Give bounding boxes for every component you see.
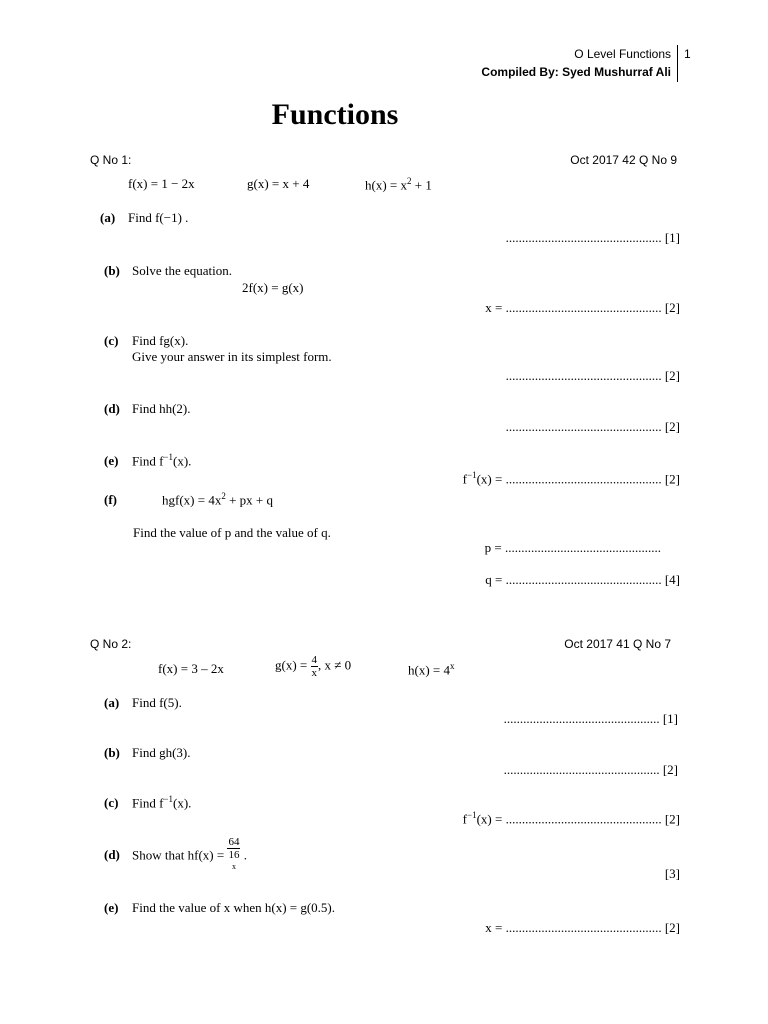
q2-part-d: (d) Show that hf(x) = 64 16 $^x$ . bbox=[104, 836, 247, 877]
header-doc-title: O Level Functions bbox=[574, 47, 671, 61]
q1-answer-c: ................................................ [2] bbox=[505, 368, 680, 383]
q1-part-b: (b) Solve the equation. bbox=[104, 263, 233, 278]
q2-function-f: f(x) = 3 – 2x bbox=[158, 661, 224, 676]
q1-part-e: (e) Find $f^{-1}(x)$. bbox=[104, 452, 192, 469]
q2-part-b: (b) Find gh(3). bbox=[104, 745, 191, 760]
q2-d-fraction: 64 16 $^x$ bbox=[228, 836, 240, 871]
q2-answer-b: ................................................ [2] bbox=[503, 762, 678, 777]
q1-answer-f-q: q = ................................................ [4] bbox=[485, 572, 680, 587]
q1-function-f: f(x) = 1 − 2x bbox=[128, 176, 195, 191]
q2-answer-c: $f^{-1}(x)$ = ................................................ [2] bbox=[462, 810, 680, 827]
header-divider bbox=[677, 45, 678, 82]
q1-answer-e: $f^{-1}(x)$ = ................................................ [2] bbox=[462, 470, 680, 487]
q2-part-c: (c) Find $f^{-1}(x)$. bbox=[104, 794, 192, 811]
q2-answer-a: ................................................ [1] bbox=[503, 711, 678, 726]
q2-part-e: (e) Find the value of x when h(x) = g(0.5). bbox=[104, 900, 336, 915]
q1-part-f-instruction: Find the value of p and the value of q. bbox=[133, 525, 331, 540]
q1-function-h: $h(x) = x^2 + 1$ bbox=[365, 176, 432, 193]
q2-reference: Oct 2017 41 Q No 7 bbox=[564, 637, 671, 651]
q2-part-a: (a) Find f(5). bbox=[104, 695, 182, 710]
q2-function-g: g(x) = $\frac{4}{x}$ , x ≠ 0 bbox=[275, 654, 352, 679]
q2-answer-e: x = ................................................ [2] bbox=[485, 920, 680, 935]
q1-equation-b: 2f(x) = g(x) bbox=[242, 280, 304, 295]
q1-answer-d: ................................................ [2] bbox=[505, 419, 680, 434]
q1-label: Q No 1: bbox=[90, 153, 132, 167]
q2-function-h: $h(x) = 4^x$ bbox=[408, 661, 455, 678]
q1-answer-a: ................................................ [1] bbox=[505, 230, 680, 245]
q1-part-f: (f) $hgf(x) = 4x^2$ + px + q bbox=[104, 491, 273, 508]
q1-answer-b: x = ................................................ [2] bbox=[485, 300, 680, 315]
q1-part-c-instruction: Give your answer in its simplest form. bbox=[132, 349, 332, 364]
q1-part-a: (a) Find f(−1) . bbox=[100, 210, 189, 225]
q1-part-c: (c) Find fg(x). bbox=[104, 333, 189, 348]
q2-g-fraction: $\frac{4}{x}$ bbox=[311, 654, 317, 679]
q1-reference: Oct 2017 42 Q No 9 bbox=[570, 153, 677, 167]
page-title: Functions bbox=[271, 98, 399, 131]
q2-label: Q No 2: bbox=[90, 637, 132, 651]
page-number: 1 bbox=[684, 47, 691, 61]
q1-answer-f-p: p = ................................................ bbox=[484, 540, 661, 555]
q1-part-d: (d) Find hh(2). bbox=[104, 401, 191, 416]
q2-answer-d: [3] bbox=[664, 866, 680, 881]
header-compiled-by: Compiled By: Syed Mushurraf Ali bbox=[481, 65, 671, 79]
q1-function-g: g(x) = x + 4 bbox=[247, 176, 310, 191]
